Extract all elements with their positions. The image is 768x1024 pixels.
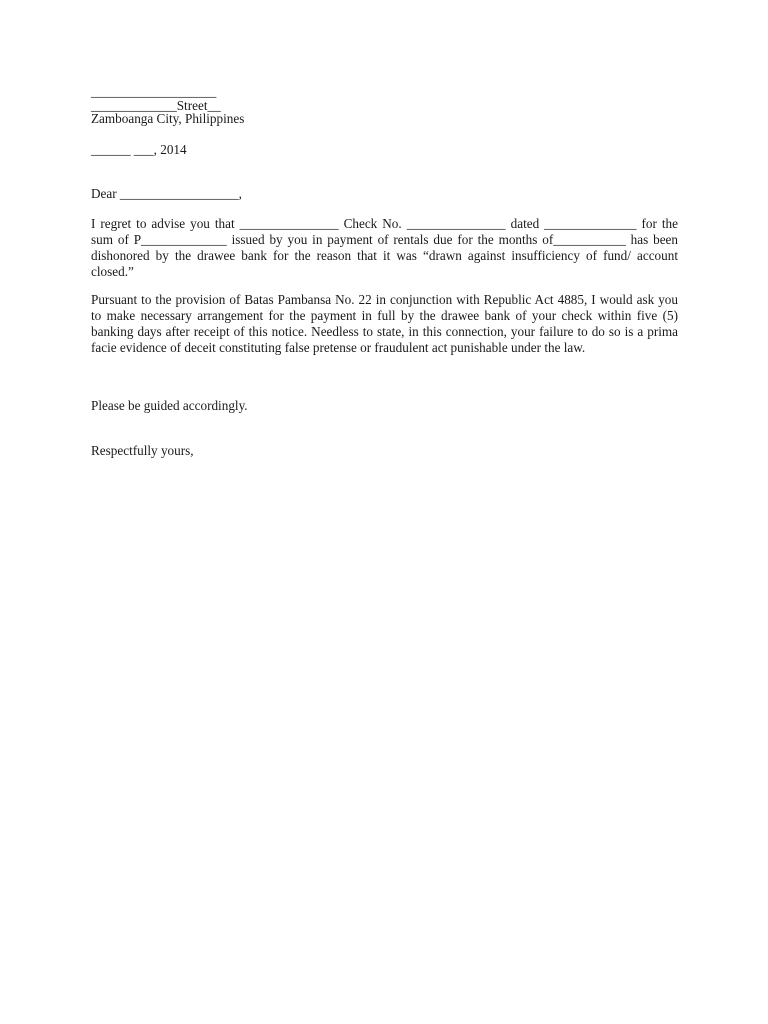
- paragraph-dishonored-check: I regret to advise you that _______________ Check No. _______________ dated ______________ for the sum of P_____________ issued by you in payment of rentals due for the months of___________ has been dishonored by the drawee bank for the reason that it was “drawn against insufficiency of fund/ account closed.”: [91, 216, 678, 279]
- paragraph-legal-notice: Pursuant to the provision of Batas Pambansa No. 22 in conjunction with Republic Act 4885, I would ask you to make necessary arrangement for the payment in full by the drawee bank of your check within five (5) banking days after receipt of this notice. Needless to state, in this connection, your failure to do so is a prima facie evidence of deceit constituting false pretense or fraudulent act punishable under the law.: [91, 292, 678, 355]
- complimentary-close: Respectfully yours,: [91, 443, 194, 458]
- address-line-name: ___________________: [91, 84, 217, 99]
- closing-note: Please be guided accordingly.: [91, 398, 248, 413]
- address-line-city: Zamboanga City, Philippines: [91, 111, 245, 126]
- letter-date: ______ ___, 2014: [91, 142, 187, 157]
- address-line-street: _____________Street__: [91, 98, 221, 113]
- salutation: Dear __________________,: [91, 186, 242, 201]
